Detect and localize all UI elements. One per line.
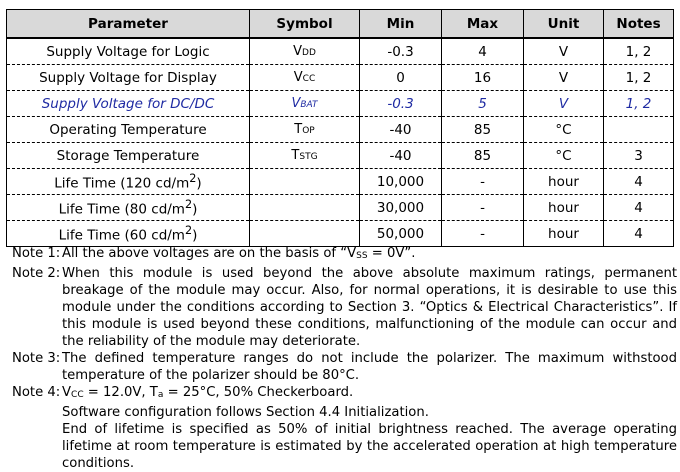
note-text: = 25°C, 50% Checkerboard. — [163, 385, 354, 400]
table-row — [7, 169, 674, 195]
cell-notes: 4 — [604, 169, 674, 195]
symbol-sub: STG — [299, 152, 318, 162]
param-text: Life Time (60 cd/m — [58, 227, 185, 244]
symbol-sub: DD — [302, 48, 316, 58]
note-4-line-2: Software configuration follows Section 4.4 Initialization. — [62, 405, 429, 420]
cell-symbol — [250, 91, 360, 117]
cell-symbol — [250, 65, 360, 91]
param-close: ) — [196, 175, 202, 192]
cell-max: 85 — [442, 117, 524, 143]
note-subscript: a — [157, 390, 164, 400]
cell-unit: hour — [524, 221, 604, 247]
cell-min: -0.3 — [360, 91, 442, 117]
table-row — [7, 91, 674, 117]
cell-min: 50,000 — [360, 221, 442, 247]
cell-notes — [604, 117, 674, 143]
cell-notes: 1, 2 — [604, 65, 674, 91]
cell-parameter: Supply Voltage for Display — [7, 65, 250, 91]
note-text: = 12.0V, T — [83, 385, 158, 400]
table-header-row — [7, 10, 674, 39]
notes-section — [12, 245, 677, 472]
note-label: Note 3: — [12, 351, 61, 366]
header-notes: Notes — [604, 10, 674, 39]
cell-min: 30,000 — [360, 195, 442, 221]
symbol-main: T — [291, 148, 300, 163]
cell-parameter: Supply Voltage for DC/DC — [7, 91, 250, 117]
cell-max: 16 — [442, 65, 524, 91]
cell-unit: °C — [524, 117, 604, 143]
cell-max: - — [442, 221, 524, 247]
note-4-line-1 — [62, 384, 677, 404]
cell-parameter — [7, 169, 250, 195]
note-subscript: SS — [356, 251, 368, 261]
cell-min: 0 — [360, 65, 442, 91]
note-body: The defined temperature ranges do not include the polarizer. The maximum withstood temperature of the polarizer should be 80°C. — [62, 351, 677, 383]
cell-notes: 4 — [604, 221, 674, 247]
cell-unit: hour — [524, 195, 604, 221]
cell-parameter: Storage Temperature — [7, 143, 250, 169]
note-4-line-3: End of lifetime is specified as 50% of initial brightness reached. The average operating lifetime at room temperature is estimated by the accelerated operation at high temperature conditions. — [62, 422, 677, 471]
symbol-sub: BAT — [300, 100, 318, 110]
cell-unit: °C — [524, 143, 604, 169]
cell-symbol — [250, 195, 360, 221]
cell-parameter — [7, 221, 250, 247]
table-row — [7, 38, 674, 65]
param-text: Life Time (120 cd/m — [54, 175, 190, 192]
cell-min: -0.3 — [360, 38, 442, 65]
cell-unit: V — [524, 38, 604, 65]
note-body: When this module is used beyond the above absolute maximum ratings, permanent breakage of the module may occur. Also, for normal operations, it is desirable to use this module under the conditions according to Section 3. “Optics & Electrical Characteristics”. If this module is used beyond these conditions, malfunctioning of the module can occur and the reliability of the module may deteriorate. — [62, 266, 677, 349]
symbol-main: V — [293, 44, 303, 59]
note-text-end: = 0V”. — [367, 246, 416, 261]
absolute-max-ratings-table — [6, 9, 674, 247]
param-sup: 2 — [184, 223, 193, 237]
cell-symbol — [250, 169, 360, 195]
cell-parameter — [7, 195, 250, 221]
cell-max: 85 — [442, 143, 524, 169]
cell-symbol — [250, 143, 360, 169]
cell-max: - — [442, 195, 524, 221]
cell-max: - — [442, 169, 524, 195]
cell-max: 5 — [442, 91, 524, 117]
param-close: ) — [192, 227, 198, 244]
table-row — [7, 143, 674, 169]
note-label: Note 1: — [12, 246, 61, 261]
table-row — [7, 195, 674, 221]
symbol-main: V — [293, 70, 303, 85]
header-min: Min — [360, 10, 442, 39]
symbol-main: V — [291, 96, 301, 111]
cell-unit: V — [524, 91, 604, 117]
cell-symbol — [250, 221, 360, 247]
cell-min: 10,000 — [360, 169, 442, 195]
note-text: All the above voltages are on the basis of “V — [62, 246, 357, 261]
param-sup: 2 — [189, 171, 197, 185]
symbol-main: T — [294, 122, 303, 137]
cell-min: -40 — [360, 143, 442, 169]
header-symbol: Symbol — [250, 10, 360, 39]
table-row — [7, 117, 674, 143]
cell-max: 4 — [442, 38, 524, 65]
cell-notes: 1, 2 — [604, 38, 674, 65]
param-close: ) — [192, 201, 198, 218]
cell-parameter: Operating Temperature — [7, 117, 250, 143]
cell-unit: V — [524, 65, 604, 91]
header-max: Max — [442, 10, 524, 39]
cell-symbol — [250, 117, 360, 143]
cell-unit: hour — [524, 169, 604, 195]
cell-notes: 3 — [604, 143, 674, 169]
note-label: Note 4: — [12, 385, 61, 400]
note-3 — [12, 350, 677, 384]
note-1 — [12, 245, 677, 265]
param-text: Life Time (80 cd/m — [58, 201, 185, 218]
cell-symbol — [250, 38, 360, 65]
note-text: V — [62, 385, 72, 400]
header-unit: Unit — [524, 10, 604, 39]
symbol-sub: OP — [302, 126, 315, 136]
cell-min: -40 — [360, 117, 442, 143]
symbol-sub: CC — [302, 74, 316, 84]
note-label: Note 2: — [12, 266, 61, 281]
table-row — [7, 221, 674, 247]
header-parameter: Parameter — [7, 10, 250, 39]
note-subscript: CC — [71, 390, 84, 400]
note-2 — [12, 265, 677, 350]
note-body — [62, 384, 677, 472]
cell-notes: 4 — [604, 195, 674, 221]
note-body — [62, 245, 677, 265]
param-sup: 2 — [184, 197, 193, 211]
cell-notes: 1, 2 — [604, 91, 674, 117]
note-4 — [12, 384, 677, 472]
cell-parameter: Supply Voltage for Logic — [7, 38, 250, 65]
table-row — [7, 65, 674, 91]
